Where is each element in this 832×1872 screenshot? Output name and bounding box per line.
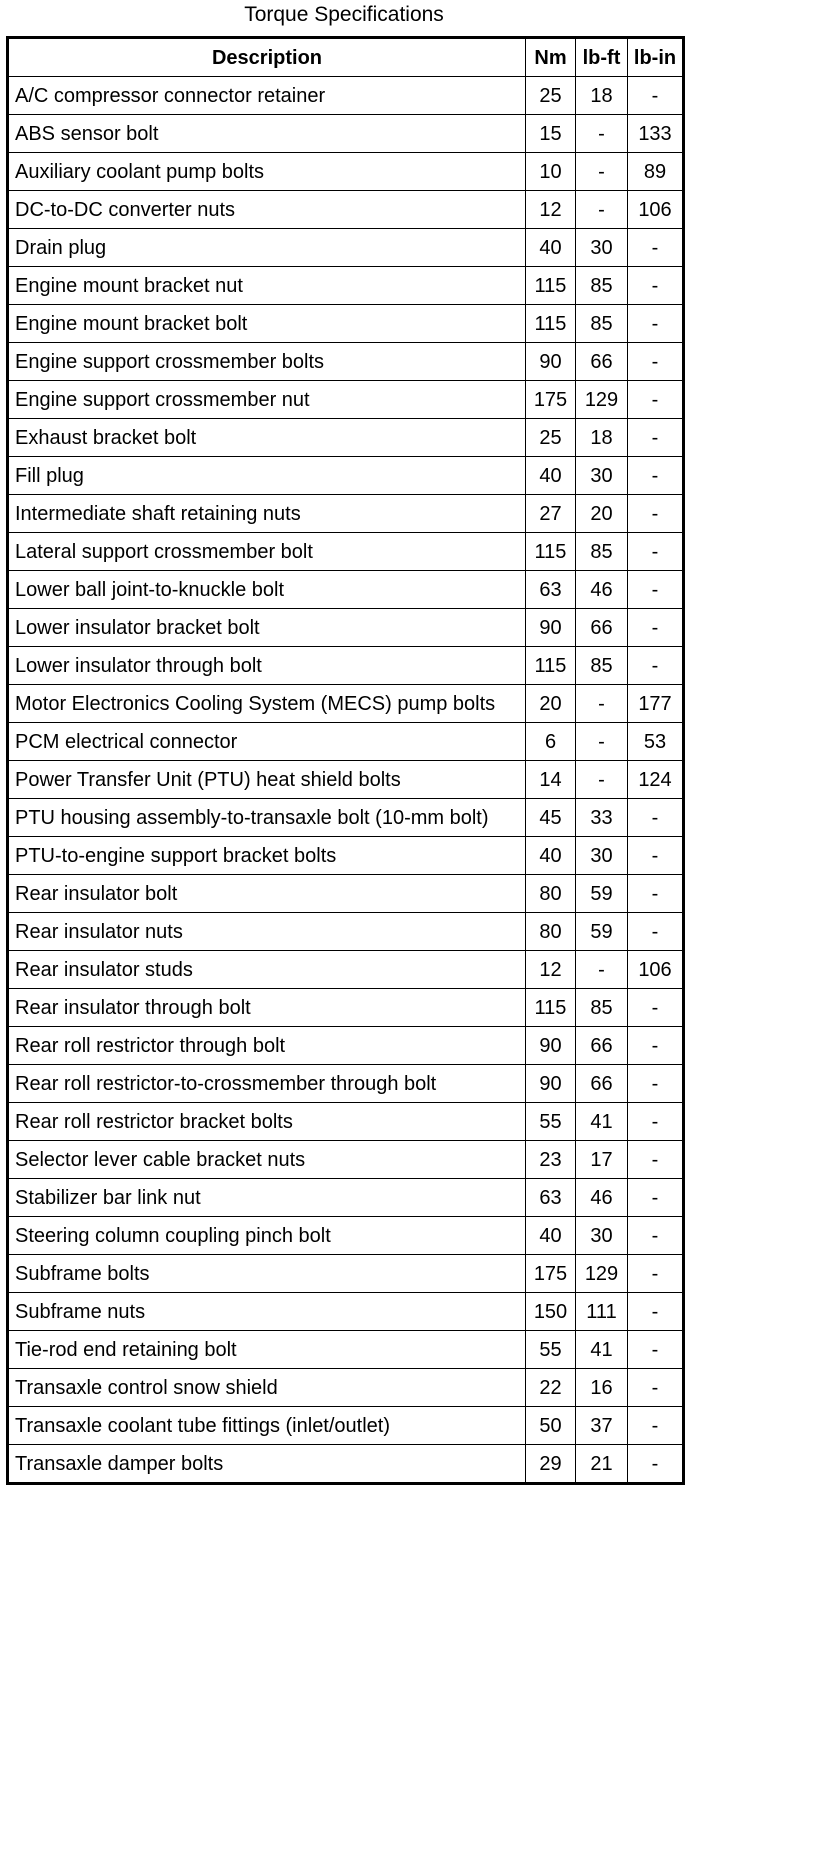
cell-description: Engine support crossmember bolts (8, 343, 526, 381)
cell-lb-in: 133 (628, 115, 684, 153)
table-row (8, 115, 684, 153)
cell-lb-in: - (628, 913, 684, 951)
table-row (8, 875, 684, 913)
cell-description: Tie-rod end retaining bolt (8, 1331, 526, 1369)
table-row (8, 837, 684, 875)
cell-nm: 22 (526, 1369, 576, 1407)
cell-lb-in: 106 (628, 951, 684, 989)
cell-lb-in: - (628, 1293, 684, 1331)
cell-description: Selector lever cable bracket nuts (8, 1141, 526, 1179)
cell-lb-in: - (628, 1217, 684, 1255)
table-row (8, 1217, 684, 1255)
table-row (8, 191, 684, 229)
table-row (8, 1103, 684, 1141)
table-row (8, 533, 684, 571)
table-caption: Torque Specifications (244, 3, 444, 26)
table-row (8, 457, 684, 495)
cell-lb-ft: - (576, 761, 628, 799)
table-row (8, 267, 684, 305)
cell-lb-in: - (628, 571, 684, 609)
cell-description: Drain plug (8, 229, 526, 267)
cell-lb-in: - (628, 1065, 684, 1103)
cell-lb-in: - (628, 267, 684, 305)
cell-nm: 40 (526, 1217, 576, 1255)
cell-nm: 63 (526, 571, 576, 609)
cell-lb-ft: 37 (576, 1407, 628, 1445)
table-row (8, 419, 684, 457)
cell-nm: 115 (526, 533, 576, 571)
table-row (8, 799, 684, 837)
cell-lb-in: - (628, 533, 684, 571)
cell-description: Transaxle damper bolts (8, 1445, 526, 1484)
cell-description: Auxiliary coolant pump bolts (8, 153, 526, 191)
cell-lb-in: - (628, 1445, 684, 1484)
cell-description: Lower insulator through bolt (8, 647, 526, 685)
table-row (8, 723, 684, 761)
cell-nm: 90 (526, 609, 576, 647)
cell-lb-ft: 59 (576, 913, 628, 951)
cell-nm: 150 (526, 1293, 576, 1331)
table-row (8, 229, 684, 267)
table-row (8, 305, 684, 343)
table-row (8, 761, 684, 799)
cell-lb-ft: 66 (576, 1065, 628, 1103)
cell-lb-in: - (628, 77, 684, 115)
cell-nm: 20 (526, 685, 576, 723)
cell-lb-ft: 129 (576, 381, 628, 419)
cell-lb-ft: 66 (576, 609, 628, 647)
cell-lb-ft: 16 (576, 1369, 628, 1407)
cell-lb-ft: 20 (576, 495, 628, 533)
cell-lb-in: - (628, 457, 684, 495)
table-row (8, 609, 684, 647)
cell-lb-in: - (628, 305, 684, 343)
cell-nm: 6 (526, 723, 576, 761)
cell-lb-ft: 18 (576, 77, 628, 115)
cell-nm: 175 (526, 1255, 576, 1293)
cell-description: Subframe bolts (8, 1255, 526, 1293)
cell-lb-ft: 17 (576, 1141, 628, 1179)
cell-lb-ft: 18 (576, 419, 628, 457)
cell-lb-in: - (628, 1331, 684, 1369)
table-row (8, 647, 684, 685)
cell-description: Rear roll restrictor bracket bolts (8, 1103, 526, 1141)
cell-description: PCM electrical connector (8, 723, 526, 761)
cell-lb-ft: 66 (576, 1027, 628, 1065)
cell-description: Lower insulator bracket bolt (8, 609, 526, 647)
cell-lb-ft: 129 (576, 1255, 628, 1293)
cell-nm: 80 (526, 913, 576, 951)
cell-lb-in: - (628, 1179, 684, 1217)
table-row (8, 1445, 684, 1484)
cell-lb-in: 89 (628, 153, 684, 191)
cell-nm: 25 (526, 77, 576, 115)
cell-lb-in: - (628, 1407, 684, 1445)
torque-spec-table (6, 36, 685, 1485)
cell-lb-ft: 46 (576, 571, 628, 609)
table-row (8, 495, 684, 533)
cell-lb-in: 106 (628, 191, 684, 229)
cell-nm: 90 (526, 1027, 576, 1065)
cell-lb-ft: 33 (576, 799, 628, 837)
cell-lb-ft: 85 (576, 989, 628, 1027)
cell-description: Rear roll restrictor through bolt (8, 1027, 526, 1065)
cell-lb-ft: 41 (576, 1331, 628, 1369)
cell-description: Fill plug (8, 457, 526, 495)
cell-lb-ft: - (576, 191, 628, 229)
table-row (8, 1141, 684, 1179)
cell-description: Engine mount bracket nut (8, 267, 526, 305)
cell-lb-ft: 21 (576, 1445, 628, 1484)
cell-lb-ft: 85 (576, 267, 628, 305)
cell-lb-in: - (628, 1027, 684, 1065)
cell-description: Transaxle control snow shield (8, 1369, 526, 1407)
cell-description: Rear insulator studs (8, 951, 526, 989)
cell-lb-ft: 30 (576, 229, 628, 267)
table-row (8, 77, 684, 115)
cell-nm: 27 (526, 495, 576, 533)
cell-description: Engine mount bracket bolt (8, 305, 526, 343)
cell-description: Rear insulator through bolt (8, 989, 526, 1027)
table-row (8, 381, 684, 419)
cell-description: Engine support crossmember nut (8, 381, 526, 419)
cell-nm: 115 (526, 647, 576, 685)
cell-nm: 29 (526, 1445, 576, 1484)
cell-nm: 90 (526, 1065, 576, 1103)
column-header-lb-in: lb-in (628, 38, 684, 77)
cell-lb-ft: - (576, 951, 628, 989)
cell-lb-in: - (628, 1255, 684, 1293)
cell-description: Rear insulator nuts (8, 913, 526, 951)
header-row (8, 38, 684, 77)
cell-description: Exhaust bracket bolt (8, 419, 526, 457)
cell-description: Rear insulator bolt (8, 875, 526, 913)
cell-lb-ft: - (576, 115, 628, 153)
cell-description: Steering column coupling pinch bolt (8, 1217, 526, 1255)
cell-lb-in: - (628, 875, 684, 913)
table-row (8, 1293, 684, 1331)
cell-lb-in: - (628, 229, 684, 267)
cell-lb-ft: 85 (576, 533, 628, 571)
cell-description: Subframe nuts (8, 1293, 526, 1331)
cell-lb-ft: 30 (576, 1217, 628, 1255)
table-row (8, 1369, 684, 1407)
cell-lb-in: 53 (628, 723, 684, 761)
table-row (8, 1179, 684, 1217)
table-row (8, 1407, 684, 1445)
cell-nm: 115 (526, 989, 576, 1027)
cell-description: PTU housing assembly-to-transaxle bolt (10-mm bolt) (8, 799, 526, 837)
cell-description: A/C compressor connector retainer (8, 77, 526, 115)
cell-description: Transaxle coolant tube fittings (inlet/outlet) (8, 1407, 526, 1445)
cell-nm: 90 (526, 343, 576, 381)
cell-nm: 40 (526, 229, 576, 267)
table-row (8, 1027, 684, 1065)
cell-lb-in: - (628, 381, 684, 419)
cell-lb-in: - (628, 1141, 684, 1179)
cell-nm: 55 (526, 1331, 576, 1369)
cell-nm: 15 (526, 115, 576, 153)
cell-lb-in: - (628, 343, 684, 381)
cell-lb-ft: 111 (576, 1293, 628, 1331)
cell-nm: 40 (526, 457, 576, 495)
cell-lb-ft: - (576, 685, 628, 723)
cell-lb-in: - (628, 495, 684, 533)
table-row (8, 153, 684, 191)
cell-description: Intermediate shaft retaining nuts (8, 495, 526, 533)
cell-description: Stabilizer bar link nut (8, 1179, 526, 1217)
cell-nm: 80 (526, 875, 576, 913)
cell-lb-in: - (628, 1103, 684, 1141)
cell-nm: 50 (526, 1407, 576, 1445)
table-body (8, 77, 684, 1484)
cell-lb-ft: - (576, 153, 628, 191)
cell-nm: 12 (526, 191, 576, 229)
cell-description: Rear roll restrictor-to-crossmember through bolt (8, 1065, 526, 1103)
cell-lb-in: - (628, 1369, 684, 1407)
cell-nm: 55 (526, 1103, 576, 1141)
table-row (8, 685, 684, 723)
cell-nm: 25 (526, 419, 576, 457)
cell-lb-in: - (628, 647, 684, 685)
table-row (8, 1331, 684, 1369)
cell-lb-ft: 85 (576, 305, 628, 343)
cell-lb-ft: 41 (576, 1103, 628, 1141)
cell-lb-ft: - (576, 723, 628, 761)
cell-nm: 115 (526, 305, 576, 343)
cell-description: ABS sensor bolt (8, 115, 526, 153)
cell-nm: 14 (526, 761, 576, 799)
cell-lb-ft: 66 (576, 343, 628, 381)
table-row (8, 343, 684, 381)
column-header-lb-ft: lb-ft (576, 38, 628, 77)
cell-nm: 23 (526, 1141, 576, 1179)
cell-lb-ft: 30 (576, 457, 628, 495)
cell-nm: 45 (526, 799, 576, 837)
cell-description: Lower ball joint-to-knuckle bolt (8, 571, 526, 609)
cell-description: Lateral support crossmember bolt (8, 533, 526, 571)
cell-description: Power Transfer Unit (PTU) heat shield bolts (8, 761, 526, 799)
table-row (8, 913, 684, 951)
cell-nm: 40 (526, 837, 576, 875)
cell-lb-in: - (628, 989, 684, 1027)
cell-lb-in: - (628, 609, 684, 647)
table-row (8, 989, 684, 1027)
cell-lb-ft: 46 (576, 1179, 628, 1217)
cell-lb-ft: 85 (576, 647, 628, 685)
cell-lb-in: 124 (628, 761, 684, 799)
cell-nm: 12 (526, 951, 576, 989)
cell-nm: 63 (526, 1179, 576, 1217)
column-header-description: Description (8, 38, 526, 77)
cell-nm: 10 (526, 153, 576, 191)
column-header-nm: Nm (526, 38, 576, 77)
cell-lb-ft: 30 (576, 837, 628, 875)
table-row (8, 951, 684, 989)
cell-nm: 175 (526, 381, 576, 419)
cell-lb-in: - (628, 837, 684, 875)
table-row (8, 1065, 684, 1103)
cell-nm: 115 (526, 267, 576, 305)
table-row (8, 571, 684, 609)
cell-lb-in: - (628, 419, 684, 457)
cell-lb-in: 177 (628, 685, 684, 723)
cell-description: DC-to-DC converter nuts (8, 191, 526, 229)
cell-lb-in: - (628, 799, 684, 837)
cell-description: PTU-to-engine support bracket bolts (8, 837, 526, 875)
cell-lb-ft: 59 (576, 875, 628, 913)
table-row (8, 1255, 684, 1293)
cell-description: Motor Electronics Cooling System (MECS) pump bolts (8, 685, 526, 723)
